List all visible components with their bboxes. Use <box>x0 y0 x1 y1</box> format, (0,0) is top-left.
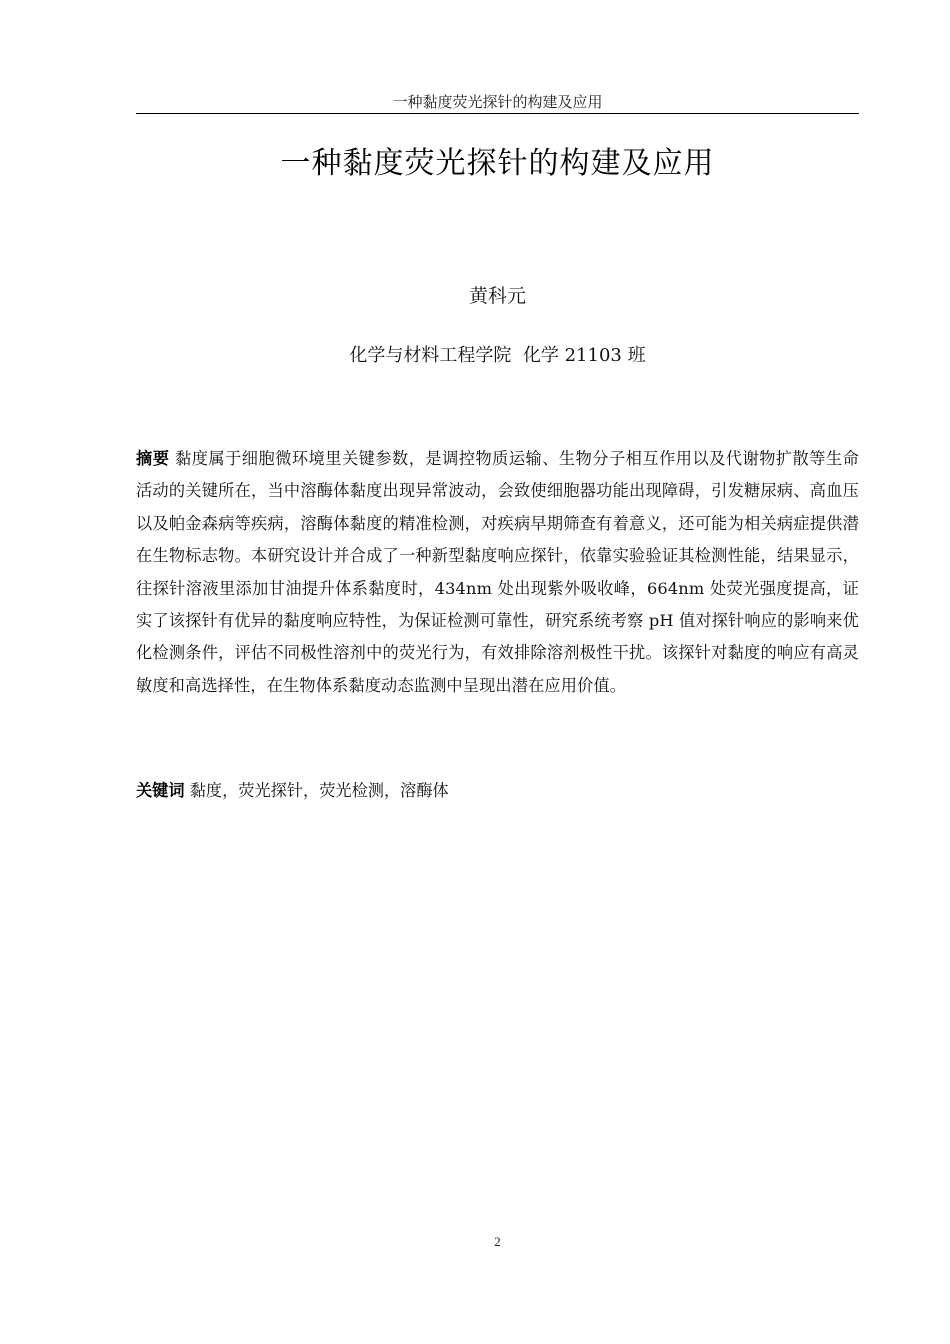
header-rule <box>136 113 859 114</box>
abstract-label: 摘要 <box>136 449 170 468</box>
paper-title: 一种黏度荧光探针的构建及应用 <box>280 146 715 181</box>
author-name: 黄科元 <box>468 285 526 307</box>
keywords-label: 关键词 <box>136 781 185 800</box>
running-header: 一种黏度荧光探针的构建及应用 <box>392 93 603 111</box>
keywords-line <box>136 775 859 807</box>
page-number: 2 <box>494 1234 501 1249</box>
abstract-paragraph <box>136 443 859 702</box>
author-affiliation: 化学与材料工程学院 化学 21103 班 <box>349 345 646 366</box>
abstract-text: 黏度属于细胞微环境里关键参数，是调控物质运输、生物分子相互作用以及代谢物扩散等生命活动的关键所在，当中溶酶体黏度出现异常波动，会致使细胞器功能出现障碍，引发糖尿病、高血压以及帕金森病等疾病，溶酶体黏度的精准检测，对疾病早期筛查有着意义，还可能为相关病症提供潜在生物标志物。本研究设计并合成了一种新型黏度响应探针，依靠实验验证其检测性能，结果显示，往探针溶液里添加甘油提升体系黏度时，434nm 处出现紫外吸收峰，664nm 处荧光强度提高，证实了该探针有优异的黏度响应特性，为保证检测可靠性，研究系统考察 pH 值对探针响应的影响来优化检测条件，评估不同极性溶剂中的荧光行为，有效排除溶剂极性干扰。该探针对黏度的响应有高灵敏度和高选择性，在生物体系黏度动态监测中呈现出潜在应用价值。 <box>136 449 859 695</box>
keywords-text: 黏度，荧光探针，荧光检测，溶酶体 <box>189 781 449 800</box>
